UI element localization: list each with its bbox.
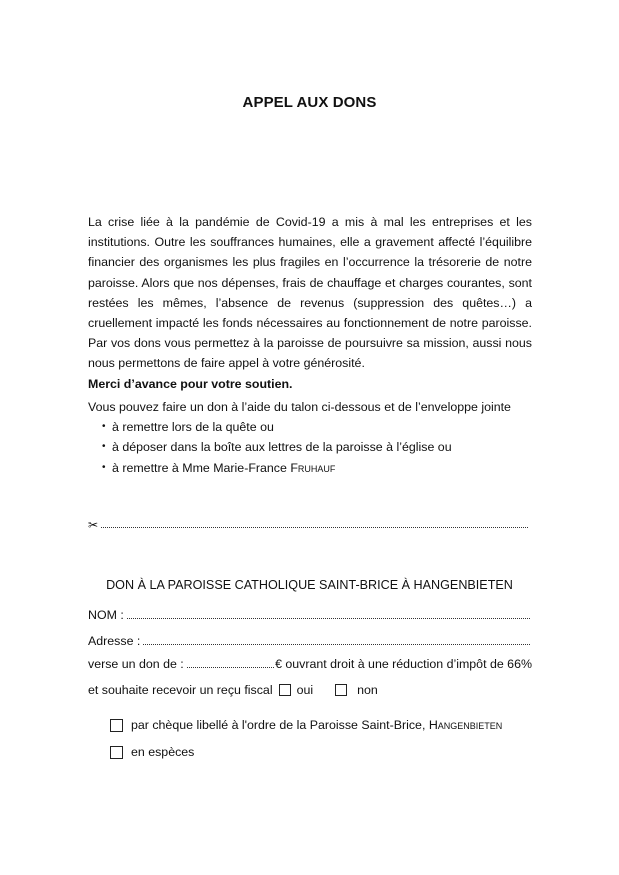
thanks-line: Merci d’avance pour votre soutien.	[88, 376, 293, 391]
intro-section	[88, 212, 532, 394]
cash-option	[110, 745, 194, 759]
receipt-no-label: non	[357, 683, 378, 697]
page-title: APPEL AUX DONS	[242, 94, 377, 111]
list-item	[102, 458, 532, 478]
amount-label: verse un don de :	[88, 657, 184, 671]
name-label: NOM :	[88, 608, 124, 622]
bullet-icon: •	[102, 421, 106, 433]
address-label: Adresse :	[88, 634, 141, 648]
methods-lead: Vous pouvez faire un don à l’aide du talon ci-dessous et de l’enveloppe jointe	[88, 400, 511, 414]
cheque-checkbox[interactable]	[110, 719, 123, 732]
receipt-label: et souhaite recevoir un reçu fiscal	[88, 683, 273, 697]
methods-list	[88, 417, 532, 478]
method-text: à déposer dans la boîte aux lettres de la paroisse à l’église ou	[112, 440, 452, 455]
cash-checkbox[interactable]	[110, 746, 123, 759]
cheque-label: par chèque libellé à l'ordre de la Paroisse Saint-Brice,	[131, 718, 429, 732]
cut-dots	[101, 527, 528, 528]
method-text: à remettre à Mme Marie-France	[112, 460, 291, 475]
receipt-row	[88, 683, 532, 697]
donation-methods	[88, 397, 532, 478]
amount-suffix: € ouvrant droit à une réduction d’impôt de 66%	[275, 657, 532, 671]
cash-label: en espèces	[131, 745, 195, 759]
bullet-icon: •	[102, 461, 106, 473]
list-item	[102, 437, 532, 457]
amount-row	[88, 657, 532, 671]
address-row	[88, 634, 532, 648]
form-title: DON À LA PAROISSE CATHOLIQUE SAINT-BRICE À HANGENBIETEN	[106, 578, 513, 592]
cut-line	[88, 518, 528, 532]
name-row	[88, 608, 532, 622]
bullet-icon: •	[102, 441, 106, 453]
intro-paragraph: La crise liée à la pandémie de Covid-19 a mis à mal les entreprises et les institutions. Outre les souffrances humaines, elle a gravement affecté l’équilibre financier des organismes les plus fragiles en l’occurrence la trésorerie de notre paroisse. Alors que nos dépenses, frais de chauffage et charges courantes, sont restées les mêmes, l’absence de revenus (suppression des quêtes…) a cruellement impacté les fonds nécessaires au fonctionnement de notre paroisse. Par vos dons vous permettez à la paroisse de poursuivre sa mission, aussi nous nous permettons de faire appel à votre générosité.	[88, 215, 532, 371]
cheque-option	[110, 718, 502, 732]
amount-field[interactable]	[187, 667, 274, 668]
list-item	[102, 417, 532, 437]
receipt-yes-checkbox[interactable]	[279, 684, 291, 696]
cheque-place: Hangenbieten	[428, 718, 503, 732]
name-field[interactable]	[127, 618, 530, 619]
method-text: à remettre lors de la quête ou	[112, 420, 274, 435]
receipt-no-checkbox[interactable]	[335, 684, 347, 696]
scissors-icon: ✂	[88, 518, 99, 532]
address-field[interactable]	[143, 644, 530, 645]
contact-surname: Fruhauf	[290, 460, 336, 475]
receipt-yes-label: oui	[296, 683, 314, 697]
